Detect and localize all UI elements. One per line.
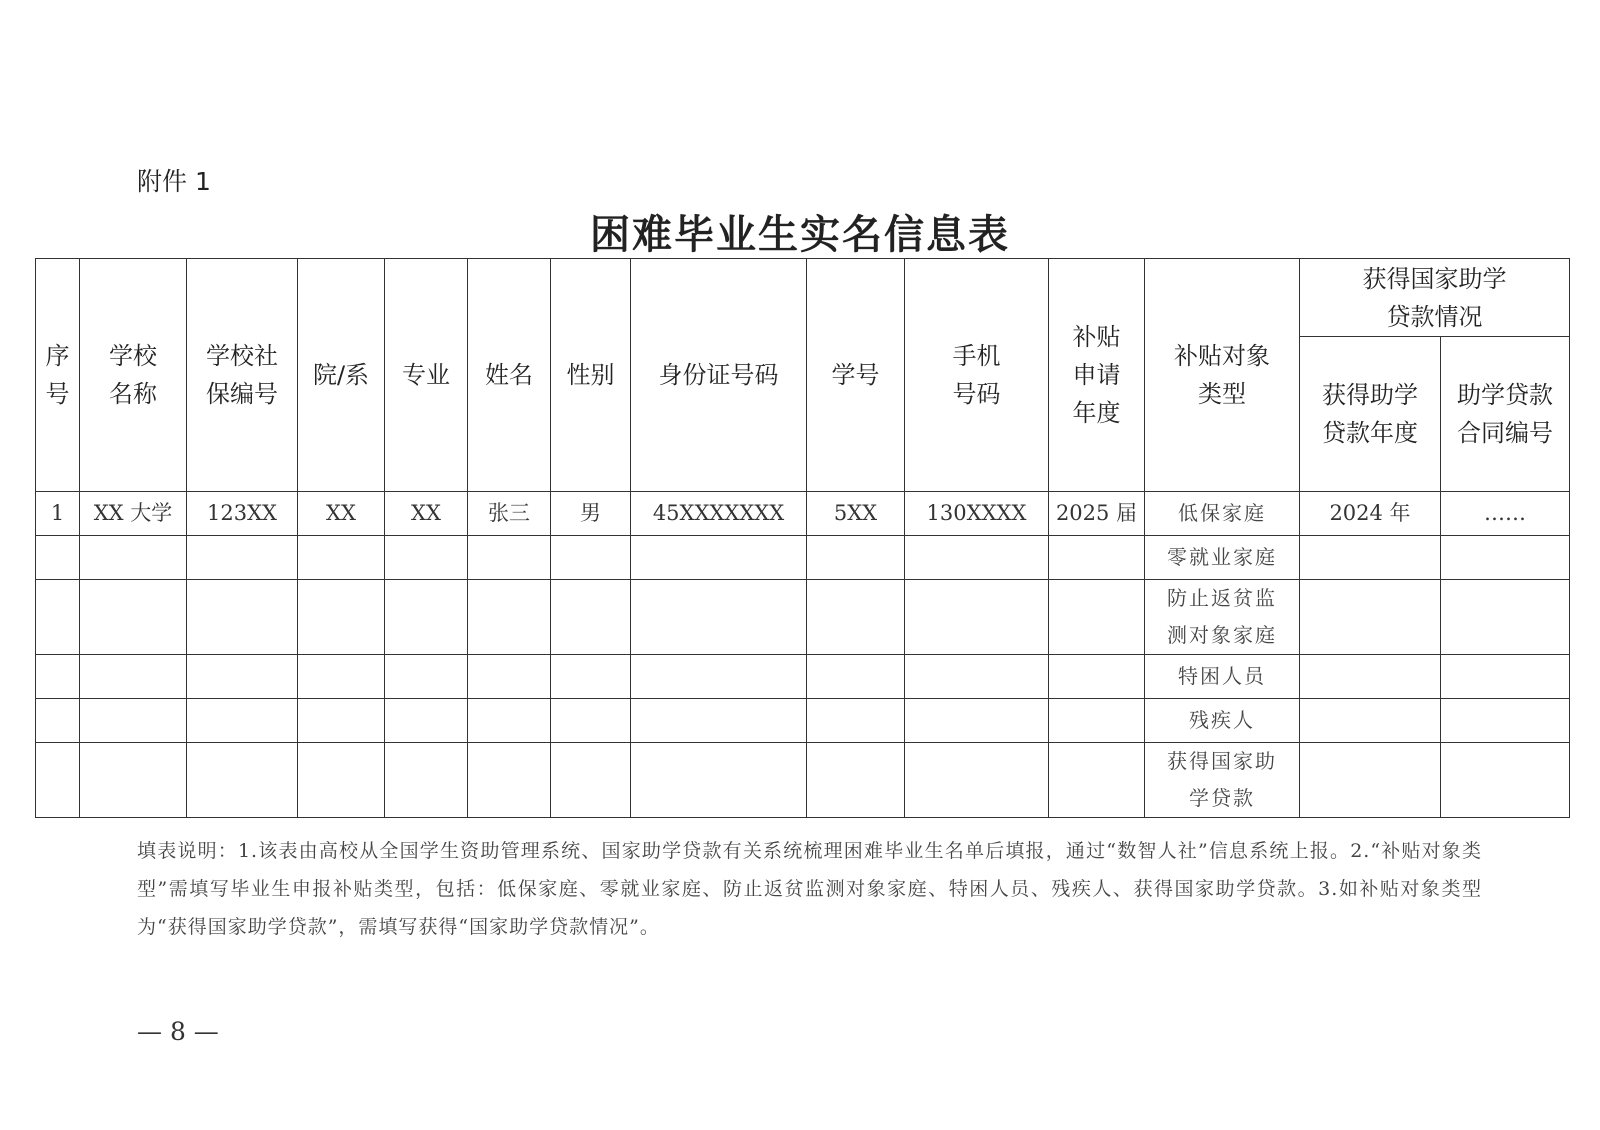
cell-department xyxy=(298,699,385,743)
cell-subsidy-type: 低保家庭 xyxy=(1145,492,1300,536)
header-seq: 序 号 xyxy=(36,259,80,492)
cell-student-id xyxy=(807,655,905,699)
cell-seq xyxy=(36,699,80,743)
page-number: — 8 — xyxy=(137,1017,219,1046)
cell-name: 张三 xyxy=(468,492,551,536)
cell-subsidy-type: 残疾人 xyxy=(1145,699,1300,743)
cell-id-number xyxy=(631,536,807,580)
cell-gender xyxy=(551,699,631,743)
cell-department xyxy=(298,536,385,580)
header-major: 专业 xyxy=(385,259,468,492)
header-social-security-no: 学校社 保编号 xyxy=(187,259,298,492)
cell-social-security-no xyxy=(187,580,298,655)
cell-seq: 1 xyxy=(36,492,80,536)
cell-loan-contract: …… xyxy=(1441,492,1570,536)
cell-major: XX xyxy=(385,492,468,536)
header-loan-group: 获得国家助学 贷款情况 xyxy=(1300,259,1570,337)
cell-subsidy-year: 2025 届 xyxy=(1049,492,1145,536)
cell-phone xyxy=(905,699,1049,743)
cell-subsidy-type: 零就业家庭 xyxy=(1145,536,1300,580)
cell-loan-contract xyxy=(1441,699,1570,743)
cell-seq xyxy=(36,655,80,699)
cell-phone xyxy=(905,743,1049,818)
cell-major xyxy=(385,743,468,818)
cell-loan-year xyxy=(1300,536,1441,580)
cell-loan-contract xyxy=(1441,536,1570,580)
cell-school-name xyxy=(80,655,187,699)
table-row xyxy=(36,743,1570,818)
header-subsidy-type: 补贴对象 类型 xyxy=(1145,259,1300,492)
cell-id-number xyxy=(631,580,807,655)
page-title: 困难毕业生实名信息表 xyxy=(590,212,1010,258)
cell-subsidy-year xyxy=(1049,743,1145,818)
cell-id-number xyxy=(631,743,807,818)
cell-subsidy-type: 特困人员 xyxy=(1145,655,1300,699)
cell-gender: 男 xyxy=(551,492,631,536)
cell-subsidy-year xyxy=(1049,536,1145,580)
cell-student-id xyxy=(807,536,905,580)
cell-loan-contract xyxy=(1441,655,1570,699)
header-student-id: 学号 xyxy=(807,259,905,492)
cell-school-name: XX 大学 xyxy=(80,492,187,536)
cell-student-id xyxy=(807,699,905,743)
cell-subsidy-year xyxy=(1049,580,1145,655)
cell-phone xyxy=(905,580,1049,655)
cell-seq xyxy=(36,743,80,818)
cell-school-name xyxy=(80,699,187,743)
header-id-number: 身份证号码 xyxy=(631,259,807,492)
cell-subsidy-type: 防止返贫监 测对象家庭 xyxy=(1145,580,1300,655)
cell-loan-year xyxy=(1300,580,1441,655)
cell-gender xyxy=(551,580,631,655)
header-gender: 性别 xyxy=(551,259,631,492)
header-school-name: 学校 名称 xyxy=(80,259,187,492)
cell-subsidy-year xyxy=(1049,699,1145,743)
header-phone: 手机 号码 xyxy=(905,259,1049,492)
cell-school-name xyxy=(80,580,187,655)
cell-loan-year xyxy=(1300,699,1441,743)
cell-name xyxy=(468,699,551,743)
cell-student-id xyxy=(807,743,905,818)
cell-social-security-no xyxy=(187,655,298,699)
cell-subsidy-type: 获得国家助 学贷款 xyxy=(1145,743,1300,818)
cell-major xyxy=(385,580,468,655)
cell-name xyxy=(468,536,551,580)
cell-social-security-no: 123XX xyxy=(187,492,298,536)
cell-student-id: 5XX xyxy=(807,492,905,536)
cell-department xyxy=(298,580,385,655)
table-row xyxy=(36,580,1570,655)
table-row xyxy=(36,655,1570,699)
cell-department xyxy=(298,743,385,818)
table-row xyxy=(36,536,1570,580)
header-loan-contract: 助学贷款 合同编号 xyxy=(1441,337,1570,492)
cell-school-name xyxy=(80,743,187,818)
cell-major xyxy=(385,655,468,699)
cell-social-security-no xyxy=(187,536,298,580)
cell-phone: 130XXXX xyxy=(905,492,1049,536)
cell-subsidy-year xyxy=(1049,655,1145,699)
cell-seq xyxy=(36,580,80,655)
cell-department xyxy=(298,655,385,699)
header-department: 院/系 xyxy=(298,259,385,492)
header-subsidy-year: 补贴 申请 年度 xyxy=(1049,259,1145,492)
cell-phone xyxy=(905,536,1049,580)
cell-social-security-no xyxy=(187,699,298,743)
cell-loan-year xyxy=(1300,743,1441,818)
cell-name xyxy=(468,655,551,699)
cell-major xyxy=(385,536,468,580)
cell-loan-year xyxy=(1300,655,1441,699)
info-table xyxy=(35,258,1570,818)
header-name: 姓名 xyxy=(468,259,551,492)
table-row xyxy=(36,699,1570,743)
cell-name xyxy=(468,580,551,655)
cell-gender xyxy=(551,743,631,818)
cell-id-number xyxy=(631,655,807,699)
cell-school-name xyxy=(80,536,187,580)
cell-id-number xyxy=(631,699,807,743)
cell-name xyxy=(468,743,551,818)
cell-loan-contract xyxy=(1441,743,1570,818)
cell-student-id xyxy=(807,580,905,655)
cell-id-number: 45XXXXXXX xyxy=(631,492,807,536)
cell-loan-contract xyxy=(1441,580,1570,655)
cell-seq xyxy=(36,536,80,580)
cell-phone xyxy=(905,655,1049,699)
cell-gender xyxy=(551,655,631,699)
attachment-label: 附件 1 xyxy=(137,167,211,196)
header-loan-year: 获得助学 贷款年度 xyxy=(1300,337,1441,492)
cell-major xyxy=(385,699,468,743)
cell-department: XX xyxy=(298,492,385,536)
fill-instructions: 填表说明：1.该表由高校从全国学生资助管理系统、国家助学贷款有关系统梳理困难毕业生名单后填报，通过“数智人社”信息系统上报。2.“补贴对象类型”需填写毕业生申报补贴类型，包括：低保家庭、零就业家庭、防止返贫监测对象家庭、特困人员、残疾人、获得国家助学贷款。3.如补贴对象类型为“获得国家助学贷款”，需填写获得“国家助学贷款情况”。 xyxy=(137,840,1482,938)
table-row xyxy=(36,492,1570,536)
cell-social-security-no xyxy=(187,743,298,818)
cell-gender xyxy=(551,536,631,580)
cell-loan-year: 2024 年 xyxy=(1300,492,1441,536)
